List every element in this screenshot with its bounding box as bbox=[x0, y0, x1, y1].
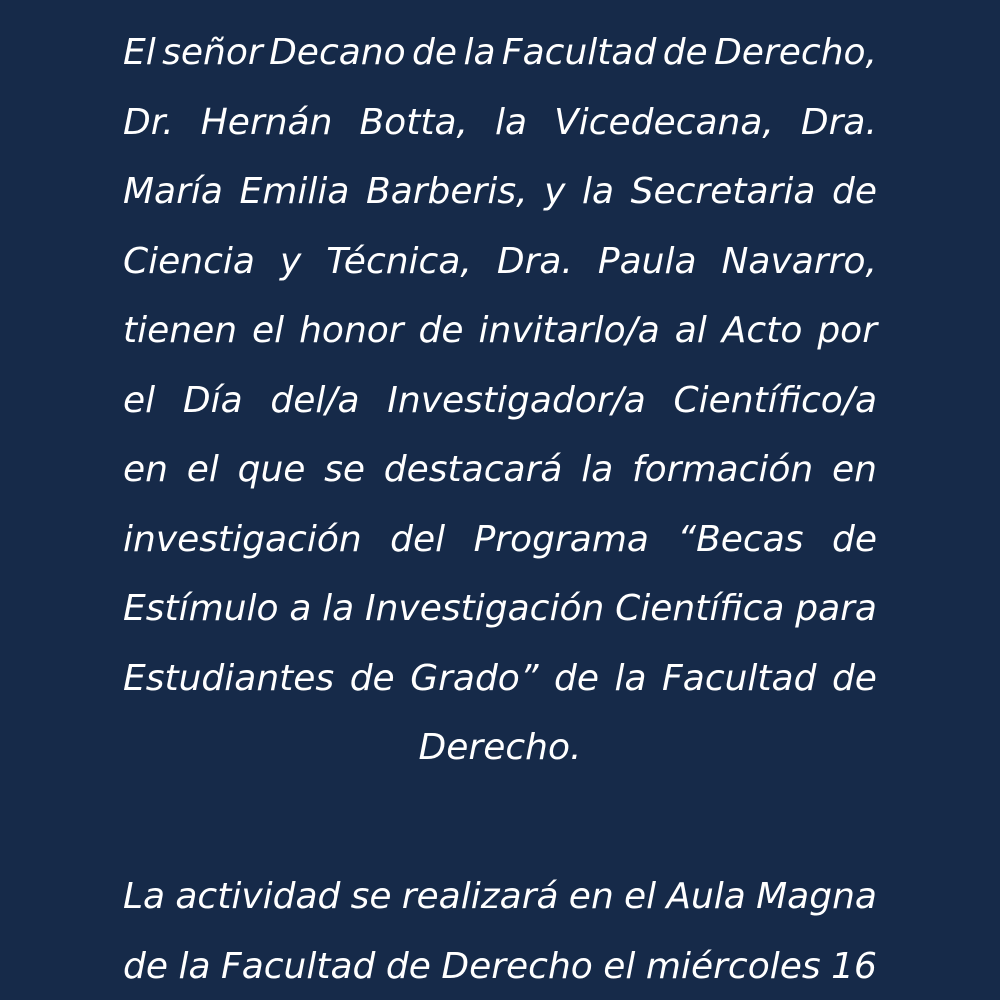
word: de bbox=[553, 657, 599, 699]
word: de bbox=[385, 945, 431, 987]
word: se bbox=[350, 876, 392, 917]
word: el bbox=[603, 945, 636, 987]
word: de bbox=[349, 657, 395, 699]
word: y bbox=[544, 171, 566, 212]
invitation-paragraph bbox=[123, 18, 877, 783]
word: Facultad bbox=[662, 657, 817, 699]
word: destacará bbox=[383, 449, 563, 490]
word: Estímulo bbox=[123, 588, 279, 629]
word: se bbox=[324, 449, 366, 490]
word: Dr. bbox=[123, 101, 174, 143]
paragraph-line bbox=[123, 366, 877, 436]
word: de bbox=[418, 310, 464, 351]
word: Ciencia bbox=[123, 240, 255, 282]
word: la bbox=[463, 32, 496, 73]
paragraph-line bbox=[123, 435, 877, 505]
word: Estudiantes bbox=[123, 657, 335, 699]
word: El bbox=[123, 32, 156, 73]
activity-paragraph bbox=[123, 862, 877, 1000]
word: Científica bbox=[615, 588, 785, 629]
word: Dra. bbox=[800, 101, 877, 143]
paragraph-line bbox=[123, 644, 877, 714]
word: Técnica, bbox=[326, 240, 472, 282]
word: realizará bbox=[401, 876, 559, 917]
word: Decano bbox=[269, 32, 406, 73]
word: miércoles bbox=[645, 945, 821, 987]
word: y bbox=[279, 240, 302, 282]
word: tienen bbox=[123, 310, 238, 351]
word: Barberis, bbox=[366, 171, 528, 212]
paragraph-line bbox=[123, 88, 877, 158]
paragraph-line bbox=[123, 157, 877, 227]
word: Programa bbox=[473, 518, 649, 560]
word: señor bbox=[162, 32, 263, 73]
word: “Becas bbox=[677, 518, 804, 560]
word: formación bbox=[631, 449, 814, 490]
word: Hernán bbox=[200, 101, 333, 143]
word: para bbox=[795, 588, 877, 629]
word: de bbox=[662, 32, 708, 73]
word: Facultad bbox=[221, 945, 376, 987]
word: en bbox=[123, 449, 168, 490]
word: Navarro, bbox=[721, 240, 877, 282]
word: Aula bbox=[666, 876, 746, 917]
word: de bbox=[123, 945, 168, 987]
word: Facultad bbox=[501, 32, 657, 73]
word: de bbox=[831, 518, 877, 560]
word: del bbox=[390, 518, 446, 560]
word: la bbox=[614, 657, 647, 699]
word: la bbox=[495, 101, 528, 143]
word: actividad bbox=[175, 876, 341, 917]
word: la bbox=[322, 588, 355, 629]
word: del/a bbox=[270, 379, 360, 421]
word: el bbox=[252, 310, 285, 351]
word: honor bbox=[299, 310, 404, 351]
word: Derecho, bbox=[714, 32, 877, 73]
paragraph-last-line: Derecho. bbox=[418, 727, 582, 768]
word: Grado” bbox=[410, 657, 539, 699]
paragraph-line bbox=[123, 932, 877, 1000]
word: Día bbox=[182, 379, 243, 421]
word: de bbox=[412, 32, 458, 73]
word: la bbox=[581, 449, 614, 490]
word: que bbox=[237, 449, 306, 490]
word: Emilia bbox=[239, 171, 350, 212]
paragraph-line bbox=[123, 296, 877, 366]
word: en bbox=[568, 876, 614, 917]
word: Derecho bbox=[441, 945, 593, 987]
word: Científico/a bbox=[673, 379, 877, 421]
word: Investigador/a bbox=[387, 379, 646, 421]
word: de bbox=[831, 171, 877, 212]
word: Secretaria bbox=[630, 171, 816, 212]
word: Dra. bbox=[496, 240, 573, 282]
word: Botta, bbox=[359, 101, 468, 143]
word: por bbox=[817, 310, 877, 351]
word: invitarlo/a bbox=[478, 310, 660, 351]
word: el bbox=[186, 449, 219, 490]
paragraph-line bbox=[123, 862, 877, 932]
word: el bbox=[123, 379, 156, 421]
word: 16 bbox=[831, 945, 877, 987]
word: a bbox=[289, 588, 312, 629]
word: Paula bbox=[597, 240, 697, 282]
word: la bbox=[582, 171, 615, 212]
word: investigación bbox=[123, 518, 362, 560]
word: Acto bbox=[721, 310, 803, 351]
word: el bbox=[623, 876, 657, 917]
word: de bbox=[831, 657, 877, 699]
word: Magna bbox=[756, 876, 877, 917]
word: Vicedecana, bbox=[554, 101, 774, 143]
paragraph-line bbox=[123, 574, 877, 644]
word: en bbox=[831, 449, 877, 490]
paragraph-line bbox=[123, 505, 877, 575]
word: la bbox=[178, 945, 211, 987]
paragraph-line bbox=[123, 227, 877, 297]
word: La bbox=[123, 876, 166, 917]
word: al bbox=[674, 310, 707, 351]
word: María bbox=[123, 171, 223, 212]
paragraph-line bbox=[123, 18, 877, 88]
word: Investigación bbox=[365, 588, 605, 629]
